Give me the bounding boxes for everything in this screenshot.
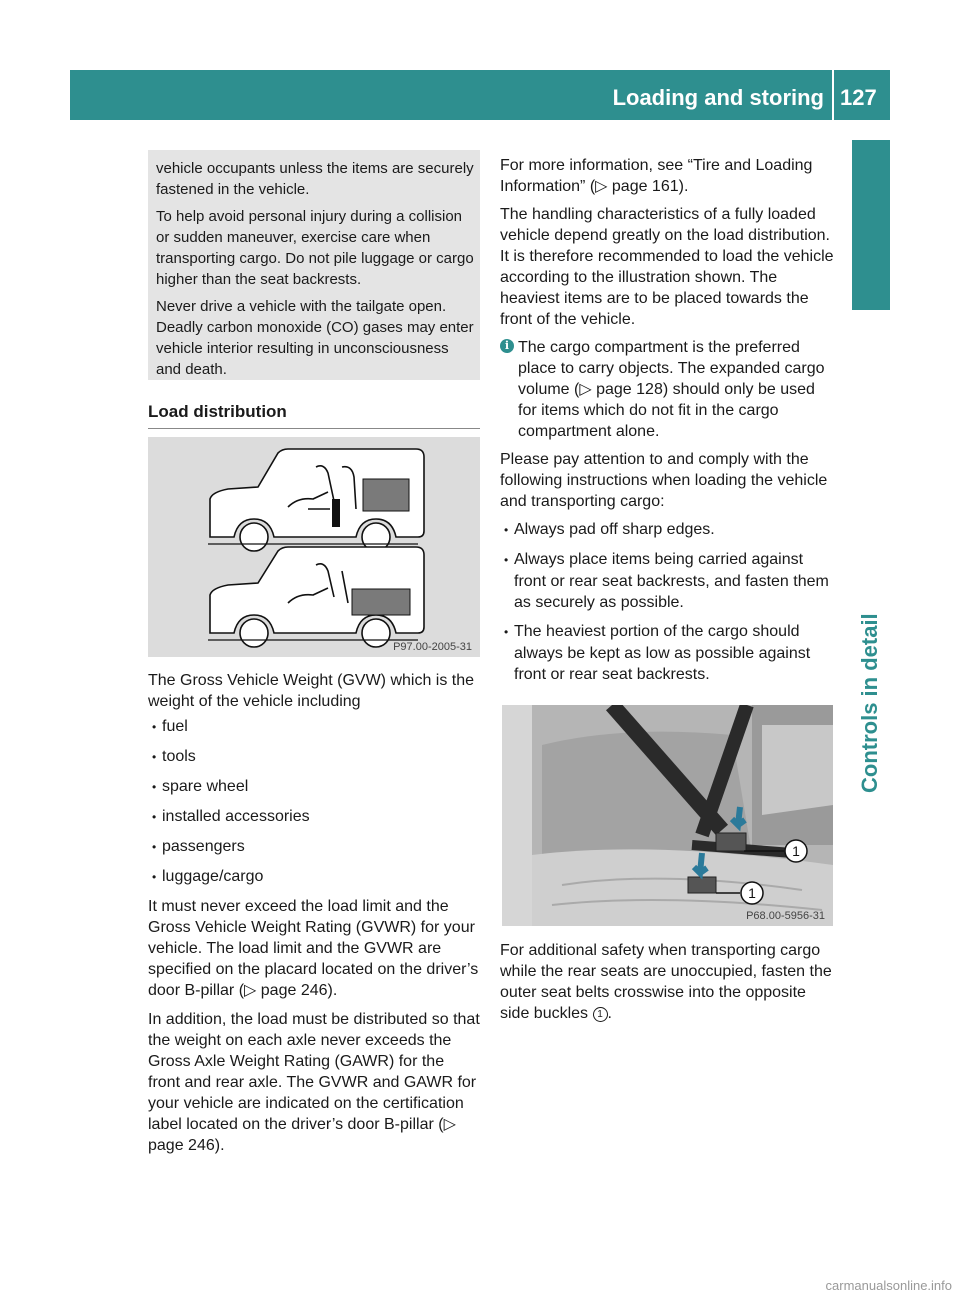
handling-paragraph: The handling characteristics of a fully loaded vehicle depend greatly on the load distribution. It is therefore recommended to load the vehicle according to the illustration shown. The heaviest items are to be placed towards the front of the vehicle.	[500, 206, 834, 328]
list-item: • Always place items being carried against front or rear seat backrests, and fasten them as securely as possible.	[500, 549, 834, 613]
sentence-end: .	[607, 1005, 612, 1022]
footer-watermark: carmanualsonline.info	[825, 1278, 952, 1293]
load-distribution-figure	[148, 437, 480, 657]
list-item: • passengers	[148, 836, 480, 858]
list-item: • spare wheel	[148, 776, 480, 798]
warning-text	[156, 158, 476, 386]
instructions-intro: Please pay attention to and comply with the following instructions when loading the vehicle and transporting cargo:	[500, 451, 828, 510]
crosswise-belt-text: For additional safety when transporting cargo while the rear seats are unoccupied, fasten the outer seat belts crosswise into the opposite side buckles	[500, 942, 832, 1022]
seat-belt-figure	[502, 705, 833, 926]
info-icon: i	[500, 339, 514, 353]
callout-reference: 1	[593, 1007, 608, 1022]
info-text: The cargo compartment is the preferred place to carry objects. The expanded cargo volume (▷ page 128) should only be used for items which do not fit in the cargo compartment alone.	[518, 339, 825, 440]
list-item: • tools	[148, 746, 480, 768]
right-body-text	[500, 155, 834, 693]
left-body-text	[148, 670, 480, 1164]
page-number: 127	[840, 85, 877, 110]
list-item: • The heaviest portion of the cargo should always be kept as low as possible against front or rear seat backrests.	[500, 621, 834, 685]
cargo-block	[363, 479, 409, 511]
callout-label: 1	[792, 843, 800, 859]
header-title: Loading and storing	[612, 85, 824, 110]
list-item: • fuel	[148, 716, 480, 738]
header-separator	[832, 70, 834, 120]
side-tab	[852, 140, 890, 310]
gvw-intro: The Gross Vehicle Weight (GVW) which is the weight of the vehicle including	[148, 672, 475, 710]
list-item: • Always pad off sharp edges.	[500, 519, 834, 541]
side-section-label: Controls in detail	[857, 613, 882, 793]
gvwr-paragraph: It must never exceed the load limit and the Gross Vehicle Weight Rating (GVWR) for your vehicle. The load limit and the GVWR are specified on the placard located on the driver’s door B-pillar (▷ page 246).	[148, 898, 479, 999]
info-note	[500, 337, 834, 442]
warning-paragraph: vehicle occupants unless the items are securely fastened in the vehicle.	[156, 160, 474, 198]
warning-paragraph: To help avoid personal injury during a collision or sudden maneuver, exercise care when transporting cargo. Do not pile luggage or cargo higher than the seat backrests.	[156, 208, 474, 288]
section-rule	[148, 428, 480, 429]
seat-belt-illustration	[502, 705, 833, 926]
cargo-barrier	[332, 499, 340, 527]
warning-paragraph: Never drive a vehicle with the tailgate open. Deadly carbon monoxide (CO) gases may enter vehicle interior resulting in unconsciousness and death.	[156, 298, 474, 378]
callout-label: 1	[748, 885, 756, 901]
list-item: • installed accessories	[148, 806, 480, 828]
vehicle-illustration	[148, 437, 480, 657]
list-item: • luggage/cargo	[148, 866, 480, 888]
cargo-block	[352, 589, 410, 615]
figure-code: P97.00-2005-31	[393, 641, 472, 653]
section-heading: Load distribution	[148, 402, 287, 421]
tire-info-paragraph: For more information, see “Tire and Loading Information” (▷ page 161).	[500, 157, 813, 195]
gawr-paragraph: In addition, the load must be distributed so that the weight on each axle never exceeds the Gross Axle Weight Rating (GAWR) for the front and rear axle. The GVWR and GAWR for your vehicle are indicated on the certification label located on the driver’s door B-pillar (▷ page 246).	[148, 1011, 480, 1154]
figure-code: P68.00-5956-31	[746, 910, 825, 922]
crosswise-belt-paragraph	[500, 940, 834, 1024]
